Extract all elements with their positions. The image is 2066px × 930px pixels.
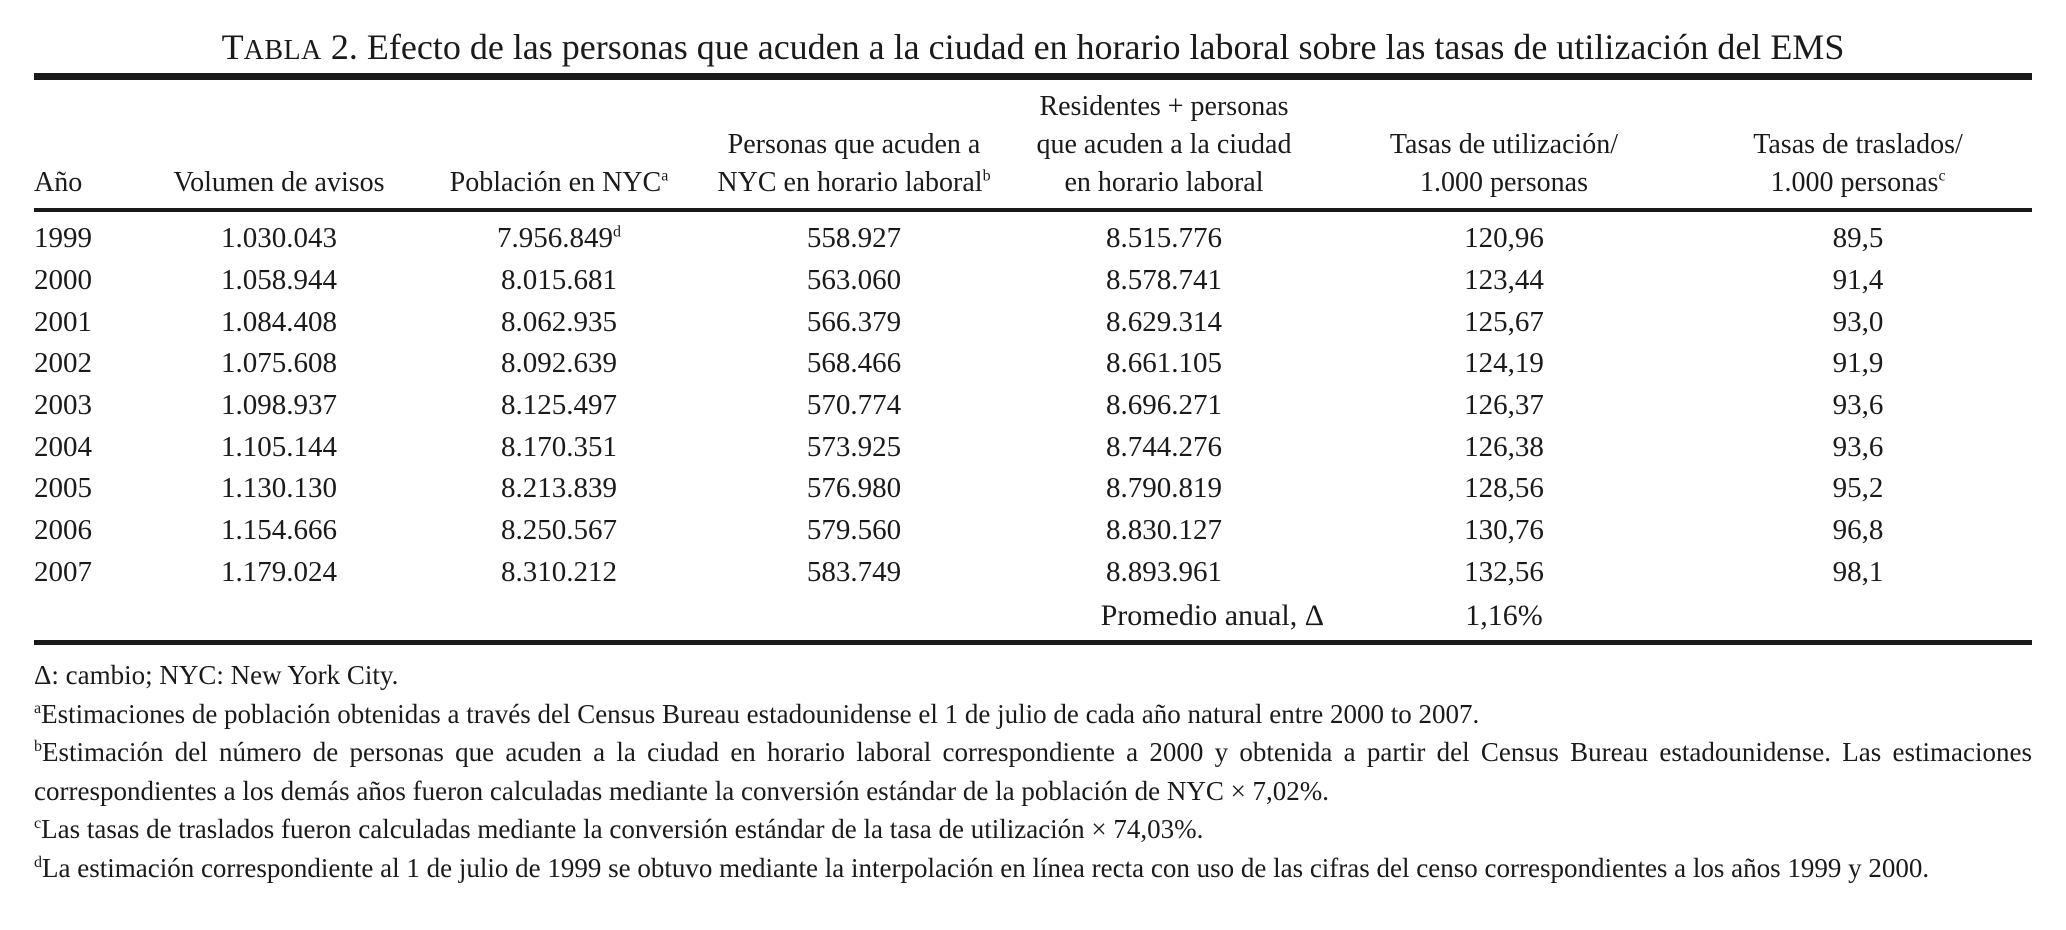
cell-year: 2000	[34, 264, 92, 297]
footnote-a: $^a$Estimaciones de población obtenidas a través del Census Bureau estadounidense el 1 de julio de cada año natural entre 2000 to 2007.	[34, 698, 1480, 729]
cell-combined: 8.696.271	[1106, 389, 1222, 422]
table-row	[34, 385, 2032, 427]
cell-transport: 93,6	[1832, 430, 1884, 463]
header-population: Población en NYC$^a$	[449, 167, 669, 198]
table-title	[34, 24, 2032, 74]
cell-calls: 1.030.043	[221, 222, 337, 255]
header-combined: Residentes + personas que acuden a la ciudad en horario laboral	[1036, 91, 1292, 198]
cell-combined: 8.744.276	[1106, 430, 1222, 463]
cell-population: 8.062.935	[501, 305, 617, 338]
cell-transport: 93,6	[1832, 389, 1884, 422]
cell-utilization: 120,96	[1464, 222, 1544, 255]
table-row	[34, 343, 2032, 385]
table-row	[34, 510, 2032, 552]
cell-utilization: 130,76	[1464, 514, 1544, 547]
footnote-abbreviations: Δ: cambio; NYC: New York City.	[34, 660, 399, 690]
cell-population: 7.956.849$^d$	[497, 222, 621, 255]
table-row	[34, 218, 2032, 260]
cell-combined: 8.830.127	[1106, 514, 1222, 547]
cell-commuters: 558.927	[806, 222, 902, 255]
cell-calls: 1.154.666	[221, 514, 337, 547]
title-label-initial: T	[221, 27, 244, 67]
table-body	[34, 208, 2032, 637]
footnote-b: $^b$Estimación del número de personas que acuden a la ciudad en horario laboral correspondiente a 2000 y obtenida a partir del Census Bureau estadounidense. Las estimaciones correspondientes a los demás años fueron calculadas mediante la conversión estándar de la población de NYC × 7,02%.	[34, 737, 2032, 806]
cell-commuters: 563.060	[806, 264, 902, 297]
table-row	[34, 260, 2032, 302]
cell-year: 2005	[34, 472, 92, 505]
cell-transport: 98,1	[1832, 555, 1884, 588]
cell-calls: 1.105.144	[221, 430, 337, 463]
cell-combined: 8.790.819	[1106, 472, 1222, 505]
cell-calls: 1.179.024	[221, 555, 337, 588]
cell-calls: 1.084.408	[221, 305, 337, 338]
header-transport: Tasas de traslados/ 1.000 personas$^c$	[1753, 129, 1963, 198]
header-year: Año	[34, 167, 83, 198]
cell-population: 8.092.639	[501, 347, 617, 380]
cell-utilization: 126,37	[1464, 389, 1544, 422]
cell-combined: 8.629.314	[1106, 305, 1222, 338]
cell-commuters: 583.749	[806, 555, 902, 588]
cell-calls: 1.058.944	[221, 264, 337, 297]
cell-population: 8.213.839	[501, 472, 617, 505]
cell-population: 8.125.497	[501, 389, 617, 422]
table-footnotes	[34, 656, 2032, 887]
table-row	[34, 426, 2032, 468]
cell-year: 2007	[34, 555, 92, 588]
cell-commuters: 579.560	[806, 514, 902, 547]
cell-population: 8.310.212	[501, 555, 617, 588]
table-header	[34, 80, 2032, 208]
cell-transport: 95,2	[1832, 472, 1884, 505]
cell-utilization: 125,67	[1464, 305, 1544, 338]
cell-calls: 1.130.130	[221, 472, 337, 505]
cell-year: 1999	[34, 222, 92, 255]
average-label: Promedio anual, Δ	[1100, 598, 1324, 632]
cell-calls: 1.098.937	[221, 389, 337, 422]
cell-transport: 93,0	[1832, 305, 1884, 338]
title-text: Efecto de las personas que acuden a la ciudad en horario laboral sobre las tasas de utilización del EMS	[366, 27, 1845, 67]
table-row	[34, 468, 2032, 510]
cell-commuters: 573.925	[806, 430, 902, 463]
header-commuters: Personas que acuden a NYC en horario laboral$^b$	[717, 129, 991, 198]
cell-utilization: 128,56	[1464, 472, 1544, 505]
cell-commuters: 576.980	[806, 472, 902, 505]
header-calls: Volumen de avisos	[173, 167, 385, 198]
footnote-d: $^d$La estimación correspondiente al 1 de julio de 1999 se obtuvo mediante la interpolación en línea recta con uso de las cifras del censo correspondientes a los años 1999 y 2000.	[34, 852, 1930, 883]
average-row	[34, 593, 2032, 637]
cell-utilization: 123,44	[1464, 264, 1544, 297]
cell-transport: 91,4	[1832, 264, 1884, 297]
cell-transport: 96,8	[1832, 514, 1884, 547]
cell-combined: 8.578.741	[1106, 264, 1222, 297]
cell-combined: 8.893.961	[1106, 555, 1222, 588]
bottom-rule	[34, 640, 2032, 645]
average-value: 1,16%	[1465, 598, 1543, 632]
cell-combined: 8.515.776	[1106, 222, 1222, 255]
table-row	[34, 301, 2032, 343]
title-number: 2.	[330, 27, 358, 67]
cell-year: 2002	[34, 347, 92, 380]
cell-population: 8.250.567	[501, 514, 617, 547]
cell-transport: 89,5	[1832, 222, 1884, 255]
cell-calls: 1.075.608	[221, 347, 337, 380]
header-utilization: Tasas de utilización/ 1.000 personas	[1389, 129, 1619, 198]
cell-year: 2003	[34, 389, 92, 422]
data-table	[34, 80, 2032, 637]
cell-commuters: 568.466	[806, 347, 902, 380]
cell-utilization: 126,38	[1464, 430, 1544, 463]
cell-population: 8.170.351	[501, 430, 617, 463]
cell-year: 2001	[34, 305, 92, 338]
cell-commuters: 566.379	[806, 305, 902, 338]
cell-transport: 91,9	[1832, 347, 1884, 380]
cell-year: 2006	[34, 514, 92, 547]
table-row	[34, 552, 2032, 594]
cell-utilization: 124,19	[1464, 347, 1544, 380]
cell-utilization: 132,56	[1464, 555, 1544, 588]
top-rule	[34, 73, 2032, 80]
cell-combined: 8.661.105	[1106, 347, 1222, 380]
footnote-c: $^c$Las tasas de traslados fueron calculadas mediante la conversión estándar de la tasa de utilización × 74,03%.	[34, 814, 1204, 844]
title-label-rest: ABLA	[243, 35, 322, 66]
cell-population: 8.015.681	[501, 264, 617, 297]
cell-commuters: 570.774	[806, 389, 902, 422]
cell-year: 2004	[34, 430, 92, 463]
